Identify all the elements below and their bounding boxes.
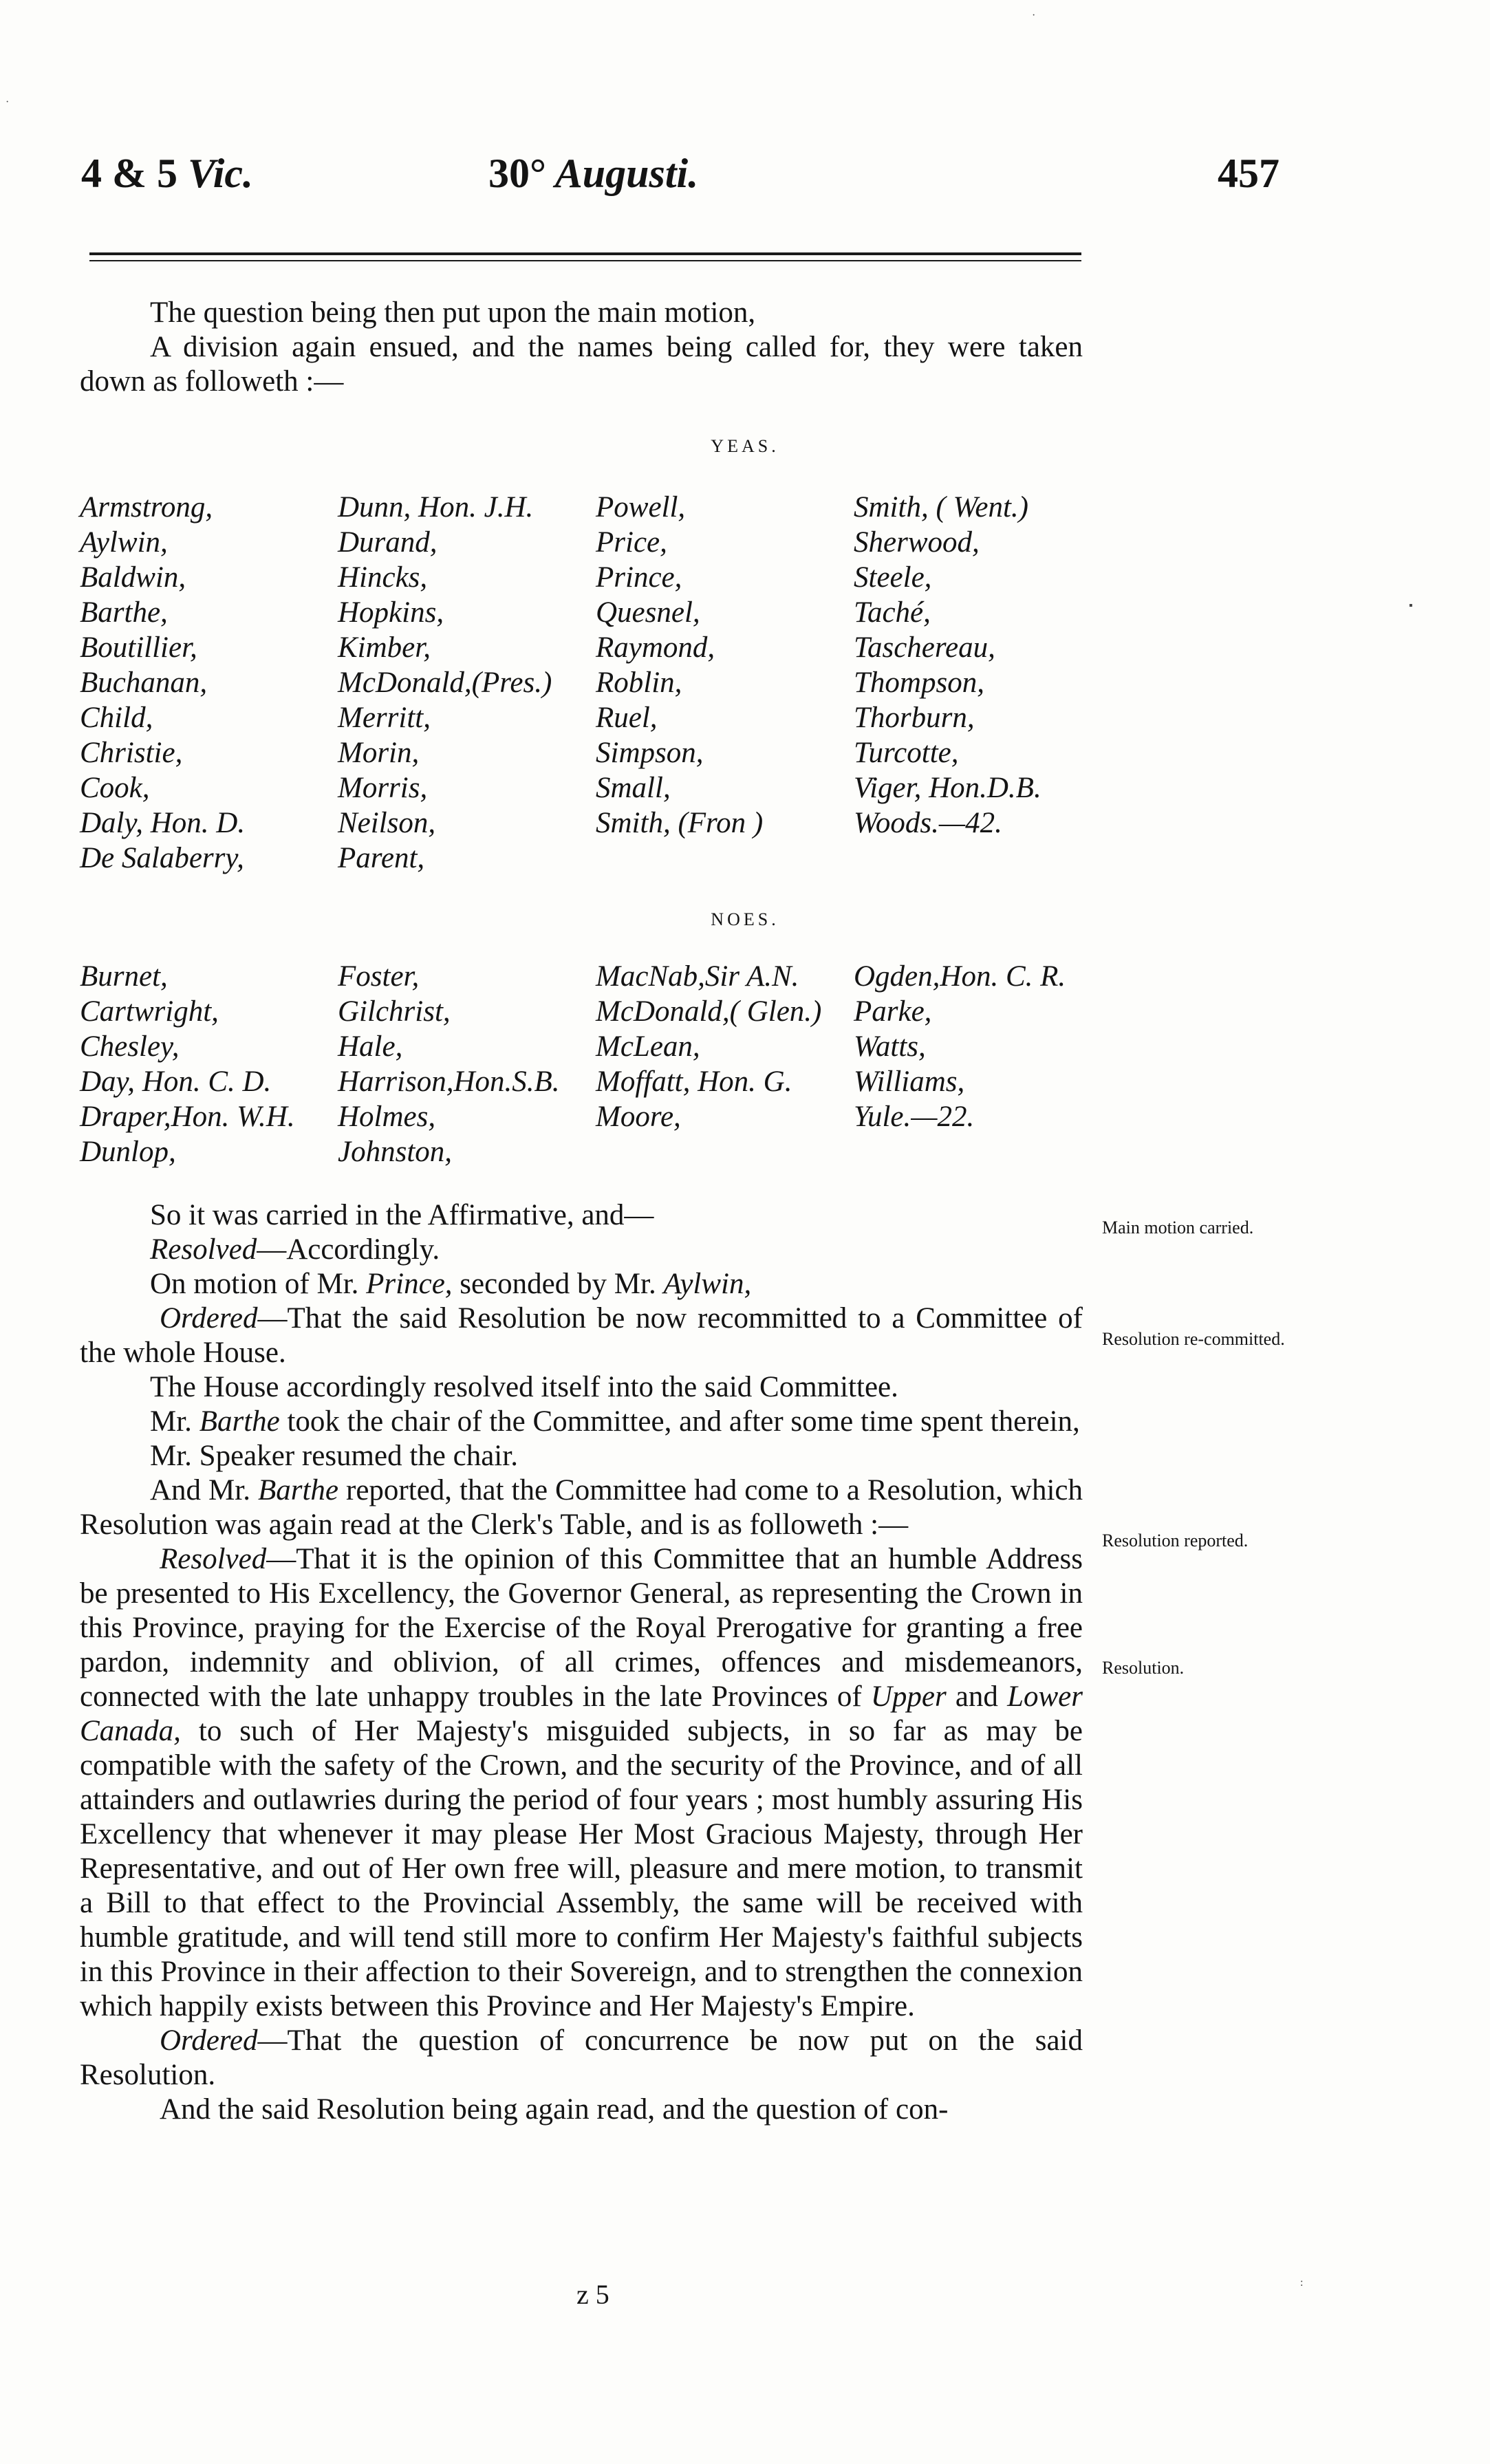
noes-name-14: Moffatt, Hon. G. (596, 1066, 792, 1098)
margin-note-recommitted: Resolution re-committed. (1102, 1329, 1285, 1349)
noes-name-0: Burnet, (80, 960, 168, 993)
yeas-name-1: Dunn, Hon. J.H. (338, 491, 534, 523)
yeas-name-35: Viger, Hon.D.B. (854, 772, 1041, 804)
noes-name-3: Ogden,Hon. C. R. (854, 960, 1066, 993)
margin-note-resolution: Resolution. (1102, 1658, 1185, 1678)
noes-name-19: Yule.—22. (854, 1101, 975, 1133)
yeas-name-21: McDonald,(Pres.) (338, 667, 552, 699)
noes-name-12: Day, Hon. C. D. (80, 1066, 272, 1098)
yeas-name-28: Christie, (80, 737, 183, 769)
noes-name-23 (854, 1134, 1112, 1169)
noes-name-18: Moore, (596, 1101, 681, 1133)
proceedings-text (80, 1198, 1083, 2127)
yeas-name-23: Thompson, (854, 667, 984, 699)
yeas-name-37: Neilson, (338, 807, 436, 839)
running-header-date: 30° Augusti. (488, 151, 699, 196)
yeas-name-34: Small, (596, 772, 671, 804)
noes-name-4: Cartwright, (80, 995, 219, 1028)
yeas-name-17: Kimber, (338, 631, 431, 664)
noes-name-9: Hale, (338, 1030, 403, 1063)
noes-name-10: McLean, (596, 1030, 700, 1063)
resolution-paragraph: Resolved—That it is the opinion of this Committee that an humble Address be presented to His Excellency, the Governor General, as representing the Crown in this Province, praying for the Exercise of the Royal Prerogative for granting a free pardon, indemnity and oblivion, of all crimes, offences and misdemeanors, connected with the late unhappy troubles in the late Provinces of Upper and Lower Canada, to such of Her Majesty's misguided subjects, in so far as may be compatible with the safety of the Crown, and the security of the Province, and of all attainders and outlawries during the period of four years ; most humbly assuring His Excellency that whenever it may please Her Most Gracious Majesty, through Her Representative, and out of Her own free will, pleasure and mere motion, to transmit a Bill to that effect to the Provincial Assembly, the same will be received with humble gratitude, and will tend still more to confirm Her Majesty's faithful subjects in this Province in their affection to their Sovereign, and to strengthen the connexion which happily exists between this Province and Her Majesty's Empire. (80, 1543, 1083, 2022)
margin-note-main-motion: Main motion carried. (1102, 1218, 1254, 1238)
yeas-name-27: Thorburn, (854, 702, 975, 734)
yeas-name-15: Taché, (854, 596, 931, 629)
yeas-name-20: Buchanan, (80, 667, 208, 699)
chair-paragraph: Mr. Barthe took the chair of the Committee, and after some time spent therein, (150, 1405, 1080, 1438)
noes-name-13: Harrison,Hon.S.B. (338, 1066, 560, 1098)
yeas-name-6: Price, (596, 526, 667, 559)
page-number: 457 (1218, 151, 1280, 196)
noes-caption: NOES. (711, 909, 779, 929)
yeas-name-30: Simpson, (596, 737, 704, 769)
final-paragraph: And the said Resolution being again read, and the question of con- (160, 2093, 949, 2126)
yeas-name-18: Raymond, (596, 631, 715, 664)
yeas-name-32: Cook, (80, 772, 150, 804)
yeas-name-29: Morin, (338, 737, 420, 769)
yeas-name-39: Woods.—42. (854, 807, 1002, 839)
noes-name-22 (596, 1134, 854, 1169)
running-header-regnal-year: 4 & 5 Vic. (81, 151, 253, 196)
yeas-name-10: Prince, (596, 561, 682, 594)
intro-text (80, 296, 1083, 399)
ordered-recommit-paragraph: Ordered—That the said Resolution be now recommitted to a Committee of the whole House. (80, 1302, 1083, 1369)
yeas-name-2: Powell, (596, 491, 686, 523)
yeas-name-4: Aylwin, (80, 526, 168, 559)
yeas-name-24: Child, (80, 702, 153, 734)
yeas-name-19: Taschereau, (854, 631, 995, 664)
scan-speck: · (6, 96, 10, 108)
intro-division: A division again ensued, and the names being called for, they were taken down as followeth :— (80, 331, 1083, 398)
noes-name-11: Watts, (854, 1030, 926, 1063)
intro-line: The question being then put upon the main motion, (150, 296, 756, 329)
yeas-name-8: Baldwin, (80, 561, 186, 594)
noes-name-17: Holmes, (338, 1101, 436, 1133)
yeas-name-5: Durand, (338, 526, 438, 559)
yeas-name-9: Hincks, (338, 561, 428, 594)
yeas-name-40: De Salaberry, (80, 842, 244, 874)
yeas-name-26: Ruel, (596, 702, 658, 734)
yeas-name-13: Hopkins, (338, 596, 444, 629)
yeas-name-16: Boutillier, (80, 631, 197, 664)
noes-name-15: Williams, (854, 1066, 965, 1098)
noes-name-16: Draper,Hon. W.H. (80, 1101, 295, 1133)
yeas-name-41: Parent, (338, 842, 425, 874)
yeas-name-0: Armstrong, (80, 491, 213, 523)
margin-note-reported: Resolution reported. (1102, 1531, 1249, 1550)
noes-name-21: Johnston, (338, 1136, 453, 1168)
scan-speck: : (1300, 2277, 1304, 2289)
yeas-name-36: Daly, Hon. D. (80, 807, 246, 839)
scan-speck: ▪ (1409, 600, 1413, 612)
noes-name-8: Chesley, (80, 1030, 180, 1063)
yeas-name-33: Morris, (338, 772, 428, 804)
reported-paragraph: And Mr. Barthe reported, that the Committee had come to a Resolution, which Resolution was again read at the Clerk's Table, and is as followeth :— (80, 1474, 1083, 1541)
carried-paragraph: So it was carried in the Affirmative, and— (150, 1199, 654, 1231)
noes-names-list (80, 959, 1112, 1169)
yeas-name-7: Sherwood, (854, 526, 980, 559)
motion-paragraph: On motion of Mr. Prince, seconded by Mr. Aylwin, (150, 1268, 752, 1300)
yeas-name-11: Steele, (854, 561, 932, 594)
noes-name-6: McDonald,( Glen.) (596, 995, 822, 1028)
scan-speck: · (1032, 10, 1036, 21)
ordered-concurrence-paragraph: Ordered—That the question of concurrence be now put on the said Resolution. (80, 2024, 1083, 2091)
header-rule-thin (89, 260, 1081, 261)
header-rule (89, 252, 1081, 255)
resolved-accordingly: Resolved—Accordingly. (150, 1233, 440, 1266)
yeas-name-3: Smith, ( Went.) (854, 491, 1028, 523)
yeas-name-31: Turcotte, (854, 737, 959, 769)
yeas-name-42 (596, 841, 854, 876)
yeas-name-25: Merritt, (338, 702, 431, 734)
noes-name-5: Gilchrist, (338, 995, 451, 1028)
signature-mark: z 5 (576, 2279, 609, 2310)
committee-paragraph: The House accordingly resolved itself into the said Committee. (150, 1371, 898, 1403)
yeas-caption: YEAS. (711, 436, 779, 456)
noes-name-1: Foster, (338, 960, 420, 993)
noes-name-2: MacNab,Sir A.N. (596, 960, 799, 993)
yeas-names-list (80, 490, 1112, 876)
speaker-paragraph: Mr. Speaker resumed the chair. (150, 1440, 518, 1472)
noes-name-7: Parke, (854, 995, 932, 1028)
yeas-name-38: Smith, (Fron ) (596, 807, 764, 839)
yeas-name-22: Roblin, (596, 667, 682, 699)
yeas-name-14: Quesnel, (596, 596, 700, 629)
noes-name-20: Dunlop, (80, 1136, 176, 1168)
yeas-name-12: Barthe, (80, 596, 168, 629)
yeas-name-43 (854, 841, 1112, 876)
